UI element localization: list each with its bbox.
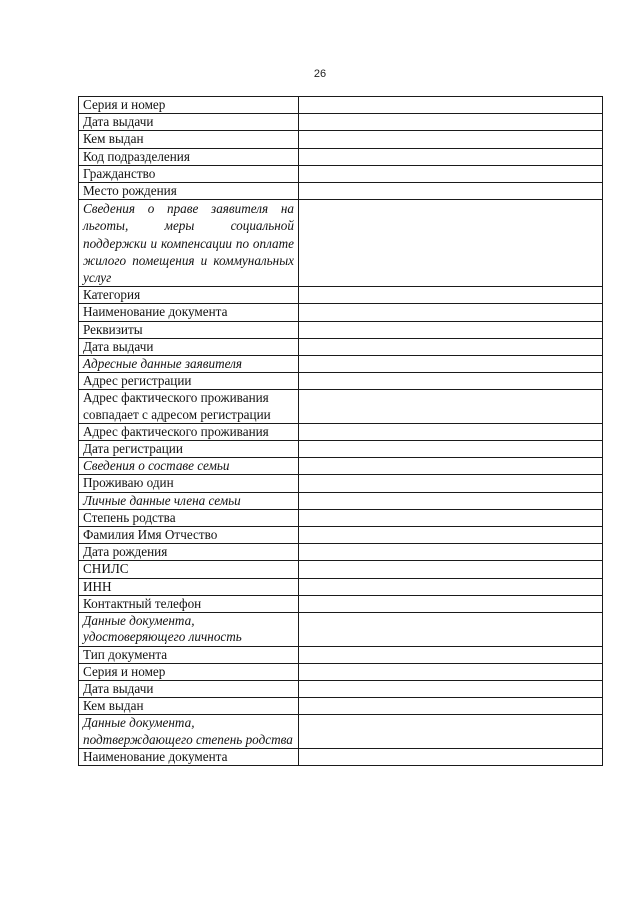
form-field-value [299, 595, 603, 612]
form-field-label: Наименование документа [79, 748, 299, 765]
form-section-label: Сведения о составе семьи [79, 458, 299, 475]
form-field-label: Реквизиты [79, 321, 299, 338]
form-field-value [299, 356, 603, 373]
form-table-body [79, 97, 603, 766]
form-row [79, 97, 603, 114]
form-field-value [299, 663, 603, 680]
form-field-label: Тип документа [79, 646, 299, 663]
form-row [79, 561, 603, 578]
form-row [79, 441, 603, 458]
form-section-row [79, 200, 603, 287]
form-field-label: Наименование документа [79, 304, 299, 321]
form-row [79, 114, 603, 131]
form-field-value [299, 321, 603, 338]
form-field-label: Дата рождения [79, 544, 299, 561]
form-field-label: Гражданство [79, 165, 299, 182]
form-row [79, 287, 603, 304]
form-row [79, 663, 603, 680]
form-field-value [299, 544, 603, 561]
form-section-row [79, 492, 603, 509]
form-field-value [299, 441, 603, 458]
form-row [79, 304, 603, 321]
form-field-value [299, 475, 603, 492]
form-field-value [299, 148, 603, 165]
form-field-value [299, 200, 603, 287]
form-row [79, 680, 603, 697]
form-section-label: Адресные данные заявителя [79, 356, 299, 373]
form-row [79, 183, 603, 200]
page-number: 26 [313, 68, 327, 80]
form-table [78, 96, 603, 766]
form-row [79, 509, 603, 526]
form-field-value [299, 114, 603, 131]
form-field-label: Дата выдачи [79, 114, 299, 131]
form-field-label: Проживаю один [79, 475, 299, 492]
form-section-label: Сведения о праве заявителя на льготы, меры социальной поддержки и компенсации по оплате жилого помещения и коммунальных услуг [79, 200, 299, 287]
form-row [79, 373, 603, 390]
form-field-label: Серия и номер [79, 663, 299, 680]
form-field-label: Фамилия Имя Отчество [79, 527, 299, 544]
form-field-value [299, 458, 603, 475]
form-section-label: Личные данные члена семьи [79, 492, 299, 509]
form-row [79, 748, 603, 765]
form-field-value [299, 715, 603, 748]
form-row [79, 544, 603, 561]
form-row [79, 148, 603, 165]
form-field-label: Степень родства [79, 509, 299, 526]
form-field-value [299, 680, 603, 697]
form-field-value [299, 373, 603, 390]
form-field-value [299, 492, 603, 509]
form-field-value [299, 183, 603, 200]
form-field-label: СНИЛС [79, 561, 299, 578]
form-row [79, 321, 603, 338]
form-field-label: Адрес фактического проживания совпадает с адресом регистрации [79, 390, 299, 423]
form-row [79, 595, 603, 612]
form-field-label: Адрес регистрации [79, 373, 299, 390]
form-section-row [79, 458, 603, 475]
form-field-value [299, 578, 603, 595]
form-field-label: Место рождения [79, 183, 299, 200]
form-field-label: Дата регистрации [79, 441, 299, 458]
form-row [79, 165, 603, 182]
form-field-label: Адрес фактического проживания [79, 423, 299, 440]
form-section-row [79, 715, 603, 748]
form-field-label: Дата выдачи [79, 680, 299, 697]
form-field-value [299, 165, 603, 182]
form-section-row [79, 613, 603, 646]
form-field-label: Категория [79, 287, 299, 304]
form-field-value [299, 390, 603, 423]
form-row [79, 423, 603, 440]
form-field-label: Код подразделения [79, 148, 299, 165]
form-field-value [299, 698, 603, 715]
form-field-label: Серия и номер [79, 97, 299, 114]
form-field-value [299, 131, 603, 148]
form-field-label: Дата выдачи [79, 338, 299, 355]
form-field-value [299, 613, 603, 646]
form-section-row [79, 356, 603, 373]
form-field-value [299, 287, 603, 304]
form-field-value [299, 509, 603, 526]
form-section-label: Данные документа, удостоверяющего личность [79, 613, 299, 646]
form-field-value [299, 304, 603, 321]
form-field-label: Кем выдан [79, 698, 299, 715]
form-row [79, 698, 603, 715]
form-row [79, 578, 603, 595]
form-field-value [299, 338, 603, 355]
form-field-value [299, 423, 603, 440]
form-section-label: Данные документа, подтверждающего степень родства [79, 715, 299, 748]
form-row [79, 646, 603, 663]
form-field-value [299, 646, 603, 663]
form-row [79, 338, 603, 355]
form-row [79, 527, 603, 544]
form-field-value [299, 748, 603, 765]
form-row [79, 475, 603, 492]
form-row [79, 131, 603, 148]
form-field-label: Кем выдан [79, 131, 299, 148]
form-field-label: Контактный телефон [79, 595, 299, 612]
form-field-value [299, 561, 603, 578]
form-row [79, 390, 603, 423]
form-field-value [299, 527, 603, 544]
form-field-label: ИНН [79, 578, 299, 595]
form-field-value [299, 97, 603, 114]
